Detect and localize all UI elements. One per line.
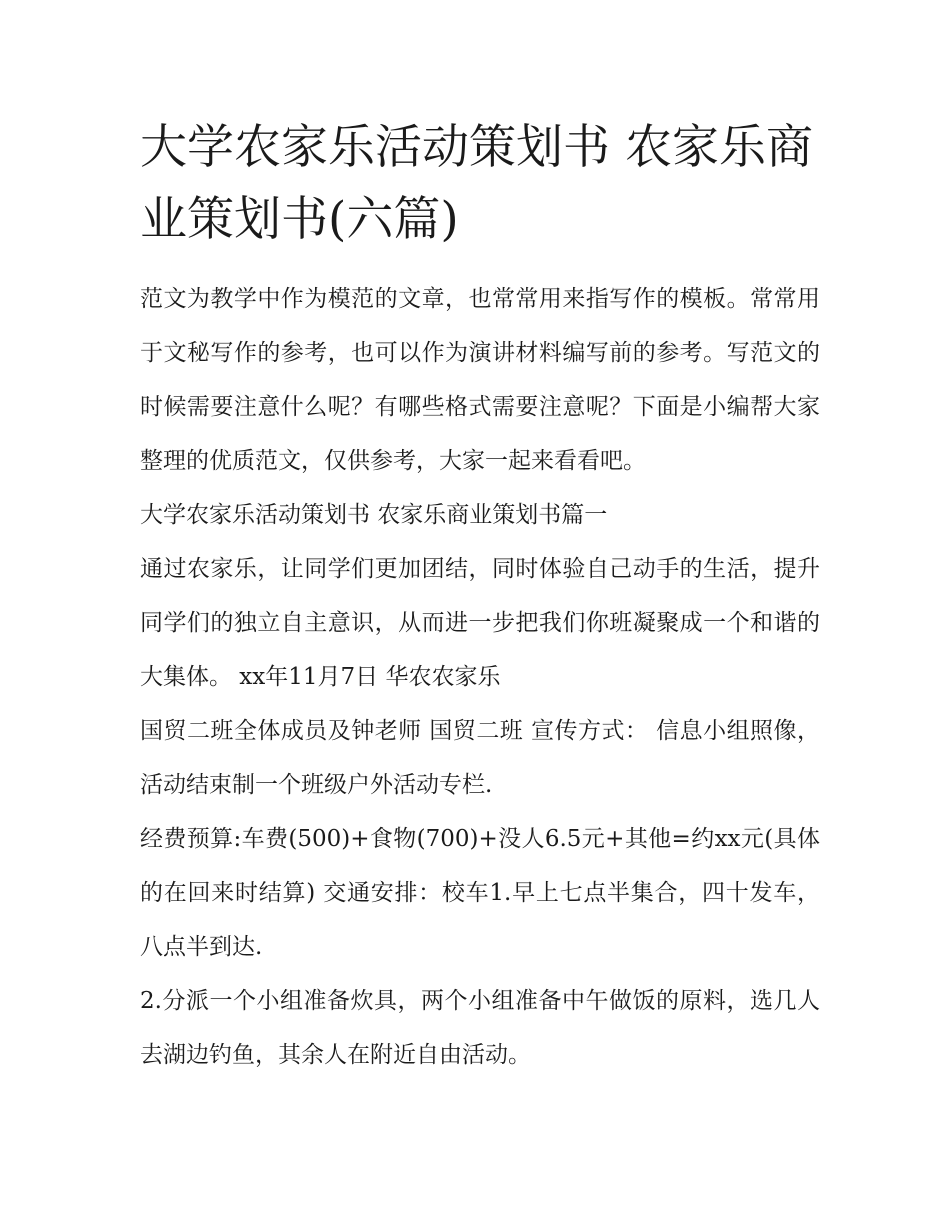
document-title: 大学农家乐活动策划书 农家乐商业策划书(六篇) — [140, 120, 813, 247]
section-heading: 大学农家乐活动策划书 农家乐商业策划书篇一 — [140, 502, 608, 528]
body-paragraph-purpose: 通过农家乐，让同学们更加团结，同时体验自己动手的生活，提升同学们的独立自主意识，从而进一步把我们你班凝聚成一个和谐的大集体。 xx年11月7日 华农农家乐 — [140, 556, 820, 690]
body-paragraph-participants: 国贸二班全体成员及钟老师 国贸二班 宣传方式： 信息小组照像，活动结束制一个班级户外活动专栏. — [140, 718, 820, 798]
intro-paragraph: 范文为教学中作为模范的文章，也常常用来指写作的模板。常常用于文秘写作的参考，也可以作为演讲材料编写前的参考。写范文的时候需要注意什么呢？有哪些格式需要注意呢？下面是小编帮大家整理的优质范文，仅供参考，大家一起来看看吧。 — [140, 286, 820, 474]
body-paragraph-arrangement: 2.分派一个小组准备炊具，两个小组准备中午做饭的原料，选几人去湖边钓鱼，其余人在附近自由活动。 — [140, 988, 820, 1068]
body-paragraph-budget: 经费预算:车费(500)+食物(700)+没人6.5元+其他=约xx元(具体的在回来时结算) 交通安排：校车1.早上七点半集合，四十发车，八点半到达. — [140, 826, 820, 960]
document-page — [140, 112, 820, 1082]
